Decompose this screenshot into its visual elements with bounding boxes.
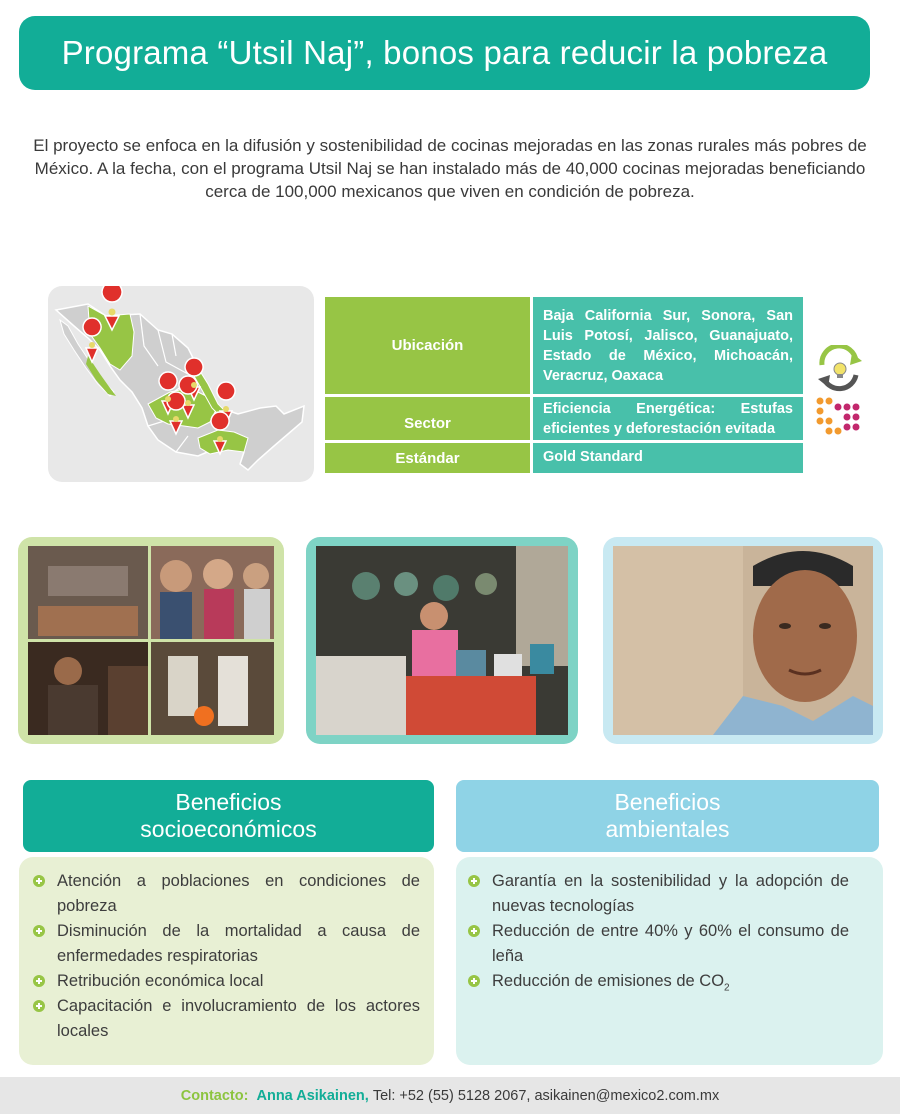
photo-portrait <box>613 546 873 735</box>
plus-bullet-icon <box>33 875 45 887</box>
list-item: Atención a poblaciones en condiciones de pobreza <box>33 869 420 919</box>
sector-label: Sector <box>325 397 530 440</box>
intro-paragraph: El proyecto se enfoca en la difusión y sostenibilidad de cocinas mejoradas en las zonas rurales más pobres de México. A la fecha, con el programa Utsil Naj se han instalado más de 40,000 cocinas mejoradas beneficiando cerca de 100,000 mexicanos que viven en condición de pobreza. <box>33 136 867 201</box>
photo-kitchen <box>316 546 568 735</box>
plus-bullet-icon <box>33 975 45 987</box>
contact-label: Contacto: <box>180 1087 249 1104</box>
list-item: Retribución económica local <box>33 969 420 994</box>
contact-email[interactable]: asikainen@mexico2.com.mx <box>534 1087 720 1104</box>
socio-benefits-list <box>19 857 434 1065</box>
contact-name: Anna Asikainen, <box>256 1087 369 1104</box>
socio-title-line1: Beneficios <box>175 789 282 815</box>
photo-kitchen-frame <box>306 537 578 744</box>
list-item: Reducción de emisiones de $CO_2$ <box>468 969 849 1000</box>
contact-footer <box>0 1077 900 1114</box>
socio-title-line2: socioeconómicos <box>140 816 317 842</box>
amb-benefits-header <box>456 780 879 852</box>
socio-benefits-header <box>23 780 434 852</box>
plus-bullet-icon <box>468 975 480 987</box>
ubicacion-value: Baja California Sur, Sonora, San Luis Potosí, Jalisco, Guanajuato, Estado de México, Michoacán, Veracruz, Oaxaca <box>533 297 803 394</box>
plus-bullet-icon <box>33 1000 45 1012</box>
photo-collage <box>28 546 274 735</box>
plus-bullet-icon <box>468 875 480 887</box>
plus-bullet-icon <box>468 925 480 937</box>
photo-portrait-frame <box>603 537 883 744</box>
estandar-label: Estándar <box>325 443 530 473</box>
list-item: Disminución de la mortalidad a causa de enfermedades respiratorias <box>33 919 420 969</box>
photo-collage-frame <box>18 537 284 744</box>
list-item: Reducción de entre 40% y 60% el consumo de leña <box>468 919 849 969</box>
page-title: Programa “Utsil Naj”, bonos para reducir la pobreza <box>61 34 828 71</box>
amb-benefits-list <box>456 857 883 1065</box>
estandar-value: Gold Standard <box>533 443 803 473</box>
list-item: Capacitación e involucramiento de los actores locales <box>33 994 420 1044</box>
list-item: Garantía en la sostenibilidad y la adopción de nuevas tecnologías <box>468 869 849 919</box>
contact-phone: Tel: +52 (55) 5128 2067, <box>372 1087 531 1104</box>
recycle-bulb-icon <box>818 346 862 389</box>
mexico-map <box>48 286 314 482</box>
title-banner <box>19 16 870 90</box>
certification-logos <box>812 345 868 445</box>
dots-logo-icon <box>817 398 860 435</box>
plus-bullet-icon <box>33 925 45 937</box>
sector-value: Eficiencia Energética: Estufas eficientes y deforestación evitada <box>533 397 803 440</box>
amb-title-line1: Beneficios <box>614 789 721 815</box>
ubicacion-label: Ubicación <box>325 297 530 394</box>
amb-title-line2: ambientales <box>605 816 730 842</box>
